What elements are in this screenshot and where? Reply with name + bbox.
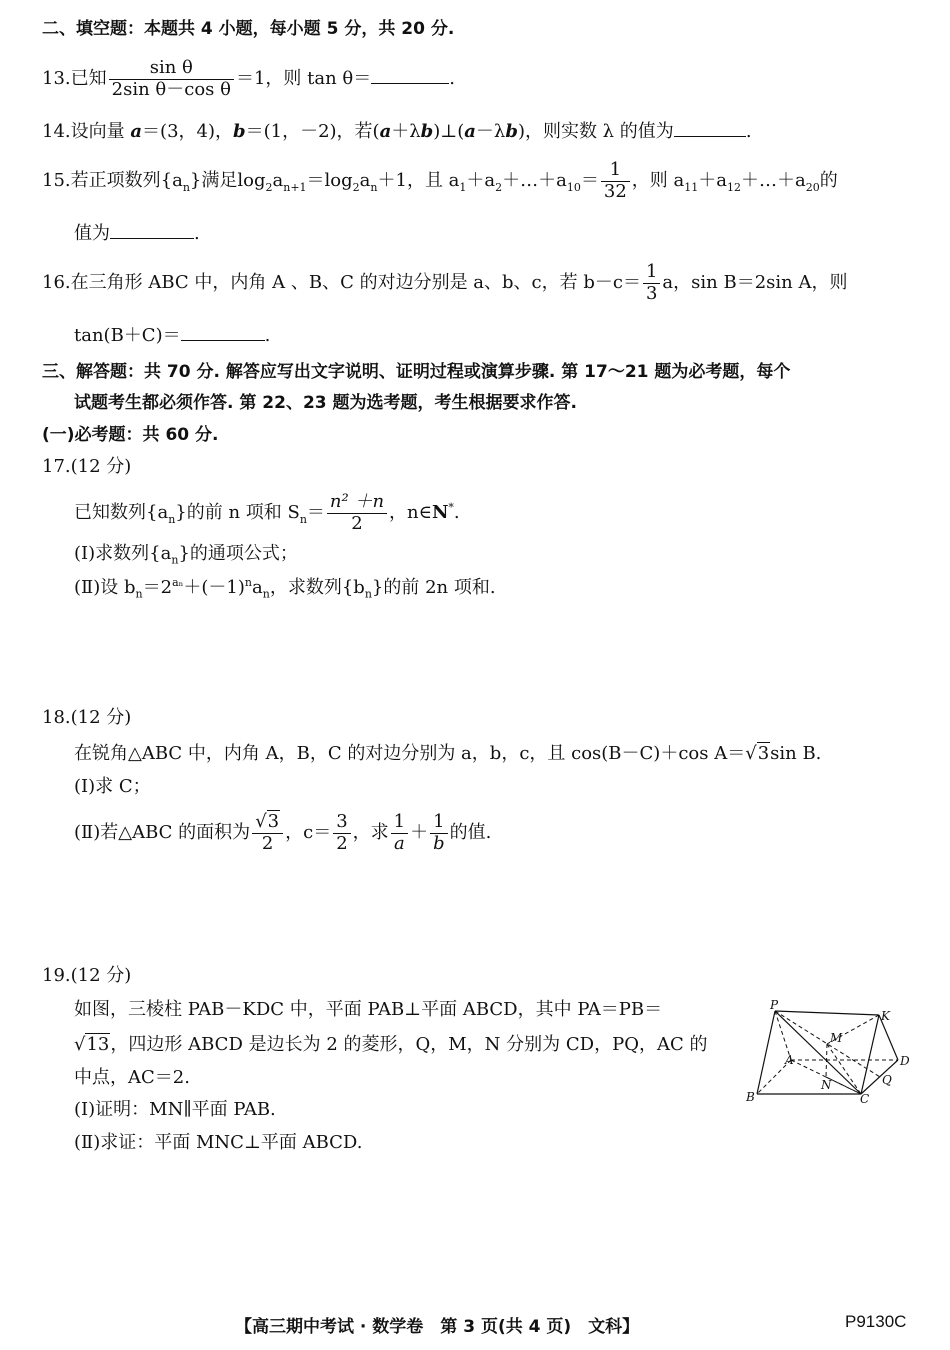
label-P: P [770,998,779,1012]
vector-b: b [420,121,434,142]
q15-text: 的 [819,170,838,192]
q14-text: 设向量 [70,121,131,142]
question-number: 16. [42,272,71,294]
q14-text: ＝(3，4)， [142,121,233,142]
superscript: n [244,576,252,589]
q18-text: 的值. [449,822,492,844]
superscript: * [448,501,454,515]
question-15 [42,160,838,202]
label-C: C [860,1092,870,1105]
q15-text: ＝log [306,170,353,192]
punct: . [453,502,460,524]
q18-text: ，c＝ [285,822,332,844]
q18-text: ，求 [352,822,389,844]
q18-fraction-1a [391,812,408,854]
q15-text: ＝ [580,170,599,192]
label-N: N [821,1078,832,1092]
question-17-heading: 17.(12 分) [42,456,132,477]
q15-text: }满足log [189,170,266,192]
question-19-line2 [74,1034,707,1056]
question-16-line2 [74,322,270,347]
q15-text: a [359,170,371,192]
question-19-part1: (Ⅰ)证明：MN∥平面 PAB. [74,1099,276,1120]
q13-fraction [109,58,234,100]
q18-text: (Ⅱ)若△ABC 的面积为 [74,822,251,844]
q15-text: ，则 a [631,170,685,192]
q17-text: }的通项公式； [178,543,298,564]
punct: . [449,68,455,90]
punct: . [745,121,752,142]
q17-text: }的前 2n 项和. [371,577,496,598]
q17-text: ＋(－1) [183,577,245,598]
prism-figure [743,997,913,1105]
q18-fraction-c [333,812,350,854]
label-M: M [830,1031,843,1045]
question-17-part2 [74,576,496,601]
subscript: n [299,512,307,526]
label-B: B [746,1090,755,1104]
punct: . [194,223,200,244]
fraction-denominator: 3 [645,282,658,304]
q19-text: ，四边形 ABCD 是边长为 2 的菱形，Q，M，N 分别为 CD，PQ，AC 的 [110,1034,708,1055]
section-2-heading: 二、填空题：本题共 4 小题，每小题 5 分，共 20 分. [42,19,455,39]
fraction-numerator: 1 [601,160,630,182]
vector-a: a [379,121,392,142]
natural-number-set: N [431,502,449,524]
label-K: K [881,1009,890,1023]
q14-text: ＝(1，－2)，若( [245,121,380,142]
q15-text: a [272,170,284,192]
sqrt-3: √3 [745,743,770,764]
question-13 [42,58,455,100]
q17-text: ，n∈ [389,502,432,524]
q18-fraction-area [252,812,283,854]
q18-text: 在锐角△ABC 中，内角 A，B，C 的对边分别为 a，b，c，且 cos(B－C)＋cos A＝ [74,743,746,764]
subscript: 2 [265,180,273,194]
q16-text: tan(B＋C)＝ [74,325,181,346]
fraction-numerator: 1 [430,812,448,834]
fraction-numerator: 3 [333,812,350,834]
q16-text: a，sin B＝2sin A，则 [662,272,848,294]
q15-text: ＋…＋a [502,170,567,192]
q15-text: ＋a [466,170,496,192]
label-D: D [900,1054,910,1068]
q13-text: 已知 [70,68,107,90]
question-15-line2 [74,220,200,245]
q18-fraction-1b [430,812,448,854]
answer-blank [674,118,746,137]
question-18-part2 [74,812,491,854]
question-number: 14. [42,121,71,142]
section-3-heading: 三、解答题：共 70 分. 解答应写出文字说明、证明过程或演算步骤. 第 17～21 题为必考题，每个 [42,362,791,382]
vector-b: b [505,121,518,142]
q17-text: (Ⅰ)求数列{a [74,543,172,564]
question-18-line1 [74,743,821,765]
q15-text: 值为 [74,223,110,244]
vector-a: a [130,121,143,142]
footer-title: 【高三期中考试 · 数学卷 第 3 页(共 4 页) 文科】 [235,1317,640,1337]
section-3-heading-line2: 试题考生都必须作答. 第 22、23 题为选考题，考生根据要求作答. [74,393,577,413]
q14-text: ＋λ [391,121,421,142]
subscript: n [370,180,378,194]
subscript: n [262,587,270,601]
fraction-denominator: b [433,832,445,854]
question-number: 13. [42,68,71,90]
subscript: 10 [566,180,581,194]
section-3-subheading: (一)必考题：共 60 分. [42,425,219,445]
fraction-denominator: a [394,832,405,854]
subscript: n [135,587,143,601]
subscript: 1 [459,180,467,194]
fraction-denominator: 2 [261,832,274,854]
subscript: 12 [726,180,741,194]
subscript: n [168,512,176,526]
fraction-denominator: 2sin θ－cos θ [111,78,231,100]
fraction-numerator: sin θ [109,58,234,80]
label-A: A [785,1053,794,1067]
vector-b: b [233,121,246,142]
q15-text: ＋a [698,170,727,192]
q14-text: －λ [475,121,506,142]
q17-text: ＝2 [142,577,173,598]
question-number: 15. [42,170,71,192]
fraction-denominator: 2 [351,512,363,534]
question-16 [42,262,847,304]
subscript: n [364,587,372,601]
q14-text: )⊥( [433,121,465,142]
vertex-labels [745,998,910,1105]
q17-text: ，求数列{b [269,577,365,598]
q17-text: 已知数列{a [74,502,169,524]
q18-text: sin B. [770,743,822,764]
q15-text: ＋1，且 a [377,170,460,192]
radicand: 3 [757,743,770,764]
question-19-line3: 中点，AC＝2. [74,1067,190,1088]
q17-fraction [327,492,387,534]
fraction-numerator: 1 [643,262,660,284]
subscript: 11 [684,180,699,194]
q15-text: ＋…＋a [740,170,806,192]
vector-a: a [464,121,476,142]
fraction-denominator: 2 [336,832,348,854]
q17-text: }的前 n 项和 S [175,502,300,524]
q15-text: 若正项数列{a [70,170,183,192]
question-19-line1: 如图，三棱柱 PAB－KDC 中，平面 PAB⊥平面 ABCD，其中 PA＝PB＝ [74,999,663,1020]
radicand: 13 [86,1034,110,1055]
question-17-line1: 已知数列$\{a_n\}$的前 n 项和 $S_n=$ $\frac{\text{n² ＋n}}{2}$ ，n∈N*. [74,491,460,534]
question-14 [42,118,752,143]
footer-code: P9130C [845,1312,907,1331]
sqrt-13: √13 [74,1034,110,1055]
subscript: 20 [805,180,820,194]
question-17-part1 [74,543,298,567]
subscript: n [171,553,179,567]
q17-text: (Ⅱ)设 b [74,577,136,598]
fraction-denominator: 32 [603,180,627,202]
answer-blank [181,322,265,341]
subscript: n [182,180,190,194]
fraction-numerator: √3 [252,812,283,834]
punct: . [264,325,271,346]
q16-fraction [643,262,660,304]
fraction-numerator: n² ＋n [327,492,387,514]
answer-blank [371,65,449,84]
question-18-heading: 18.(12 分) [42,707,132,728]
label-Q: Q [882,1073,892,1087]
subscript: 2 [352,180,360,194]
superscript: aₙ [172,576,184,589]
question-18-part1: (Ⅰ)求 C； [74,776,151,797]
answer-blank [110,220,194,239]
q15-fraction [601,160,630,202]
subscript: 2 [495,180,503,194]
fraction-numerator: 1 [391,812,408,834]
q16-text: 在三角形 ABC 中，内角 A 、B、C 的对边分别是 a、b、c，若 b－c＝ [70,272,641,294]
q14-text: )，则实数 λ 的值为 [517,121,674,142]
q13-text: ＝1，则 tan θ＝ [235,68,372,90]
question-19-part2: (Ⅱ)求证：平面 MNC⊥平面 ABCD. [74,1132,363,1153]
subscript: n+1 [283,180,307,194]
q18-text: ＋ [410,822,429,844]
question-19-heading: 19.(12 分) [42,965,132,986]
radicand: 3 [267,811,280,832]
q17-text: a [252,577,263,598]
